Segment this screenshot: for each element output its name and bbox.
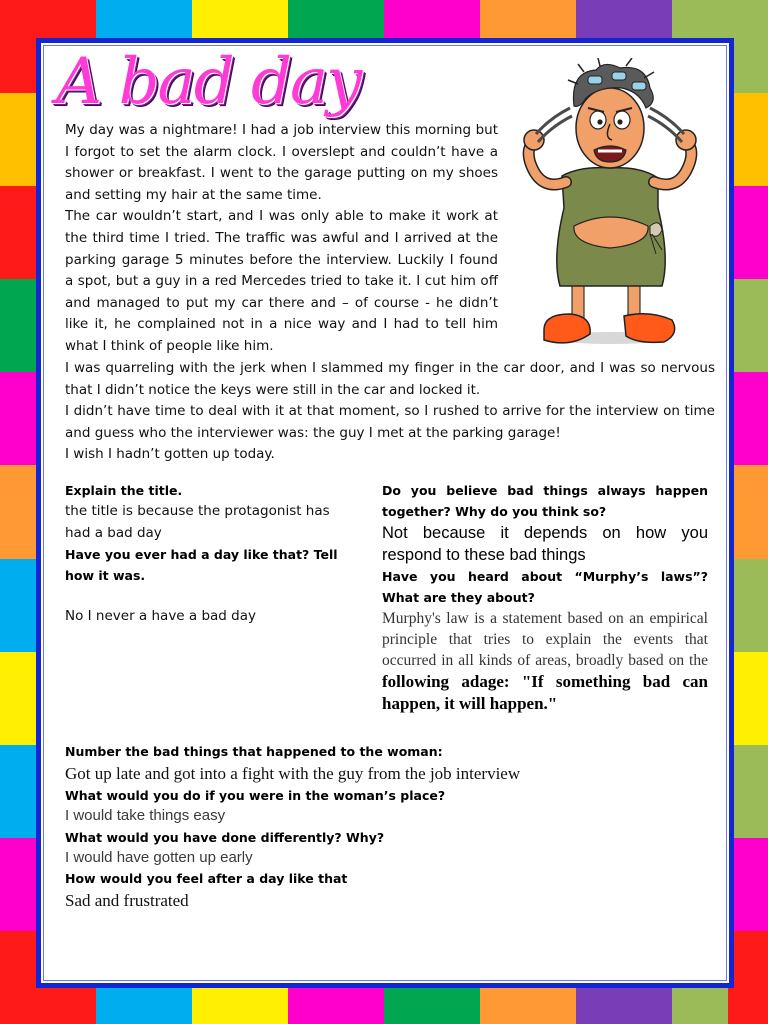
- question-womans-place: What would you do if you were in the woman’s place?: [65, 788, 446, 803]
- border-block: [576, 0, 672, 40]
- border-block: [0, 372, 40, 465]
- border-block: [192, 0, 288, 40]
- question-had-day-like-that: Have you ever had a day like that? Tell how it was.: [65, 547, 338, 583]
- story-text-bottom: [65, 358, 715, 466]
- answer-bad-things-together: Not because it depends on how you respond to these bad things: [382, 524, 708, 564]
- rainbow-border-top: [0, 0, 768, 40]
- border-block: [96, 0, 192, 40]
- border-block: [480, 984, 576, 1024]
- border-block: [384, 0, 480, 40]
- story-paragraph: I didn’t have time to deal with it at that moment, so I rushed to arrive for the interview on time and guess who the interviewer was: the guy I met at the parking garage!: [65, 403, 715, 441]
- answer-murphys-laws-adage: following adage: "If something bad can happen, it will happen.": [382, 672, 708, 713]
- border-block: [288, 0, 384, 40]
- answer-done-differently: I would have gotten up early: [65, 848, 253, 866]
- border-block: [0, 652, 40, 745]
- frazzled-woman-illustration: [500, 58, 718, 358]
- story-paragraph: I was quarreling with the jerk when I slammed my finger in the car door, and I was so nervous that I didn’t notice the keys were still in the car and locked it.: [65, 360, 715, 398]
- border-block: [728, 745, 768, 838]
- border-block: [0, 838, 40, 931]
- border-block: [728, 0, 768, 93]
- story-paragraph: I wish I hadn’t gotten up today.: [65, 446, 275, 463]
- border-block: [728, 93, 768, 186]
- answer-womans-place: I would take things easy: [65, 807, 226, 824]
- border-block: [96, 984, 192, 1024]
- question-done-differently: What would you have done differently? Why?: [65, 829, 385, 845]
- questions-bottom-section: [65, 741, 715, 912]
- border-block: [0, 93, 40, 186]
- answer-bad-things-list: Got up late and got into a fight with the guy from the job interview: [65, 764, 521, 783]
- question-explain-title: Explain the title.: [65, 483, 183, 498]
- page-title: A bad day: [56, 45, 361, 119]
- story-paragraph: My day was a nightmare! I had a job interview this morning but I forgot to set the alarm clock. I overslept and couldn’t have a shower or breakfast. I went to the garage putting on my shoes and setting my hair at the same time.: [65, 122, 498, 203]
- border-block: [728, 652, 768, 745]
- border-block: [192, 984, 288, 1024]
- border-block: [728, 186, 768, 279]
- rainbow-border-right: [728, 0, 768, 1024]
- question-bad-things-together: Do you believe bad things always happen together? Why do you think so?: [382, 483, 708, 519]
- border-block: [576, 984, 672, 1024]
- questions-left-column: [65, 480, 357, 628]
- answer-explain-title: the title is because the protagonist has had a bad day: [65, 503, 330, 541]
- questions-right-column: [382, 480, 708, 715]
- border-block: [728, 931, 768, 1024]
- border-block: [728, 838, 768, 931]
- border-block: [480, 0, 576, 40]
- border-block: [384, 984, 480, 1024]
- border-block: [0, 931, 40, 1024]
- border-block: [728, 559, 768, 652]
- question-bad-things-list: Number the bad things that happened to the woman:: [65, 744, 443, 759]
- story-text-top: [65, 120, 498, 358]
- rainbow-border-left: [0, 0, 40, 1024]
- question-murphys-laws: Have you heard about “Murphy’s laws”? What are they about?: [382, 569, 708, 605]
- border-block: [288, 984, 384, 1024]
- border-block: [0, 0, 40, 93]
- border-block: [0, 465, 40, 558]
- border-block: [0, 559, 40, 652]
- border-block: [0, 186, 40, 279]
- border-block: [728, 279, 768, 372]
- answer-had-day-like-that: No I never a have a bad day: [65, 608, 256, 624]
- border-block: [728, 465, 768, 558]
- rainbow-border-bottom: [0, 984, 768, 1024]
- story-paragraph: The car wouldn’t start, and I was only able to make it work at the third time I tried. The traffic was awful and I arrived at the parking garage 5 minutes before the interview. Luckily I found a spot, but a guy in a red Mercedes tried to take it. I cut him off and managed to put my car there and – of course - he didn’t like it, he complained not in a nice way and I had to tell him what I think of people like him.: [65, 208, 498, 354]
- question-how-feel: How would you feel after a day like that: [65, 871, 348, 886]
- answer-how-feel: Sad and frustrated: [65, 891, 189, 910]
- answer-murphys-laws: [382, 608, 708, 715]
- border-block: [0, 279, 40, 372]
- answer-murphys-laws-intro: Murphy's law is a statement based on an empirical principle that tries to explain the events that occurred in all kinds of areas, broadly based on the: [382, 610, 708, 669]
- border-block: [728, 372, 768, 465]
- border-block: [0, 745, 40, 838]
